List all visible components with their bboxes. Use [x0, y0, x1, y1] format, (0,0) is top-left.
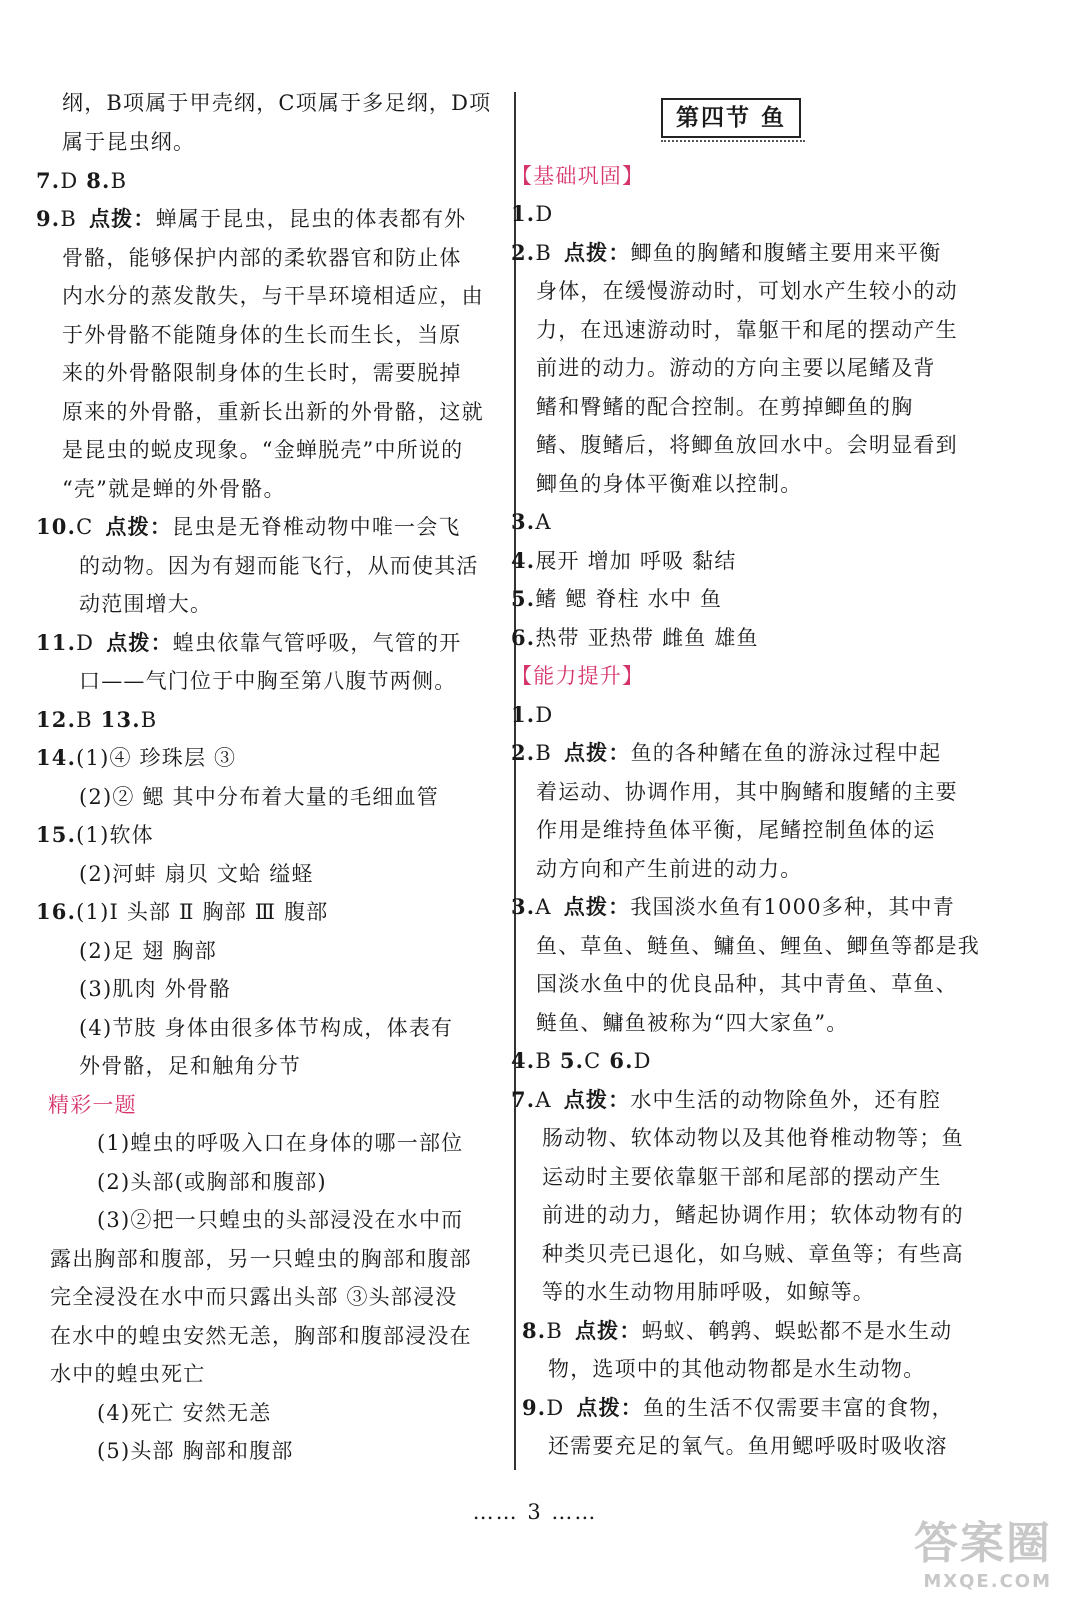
- line-text: D: [546, 1396, 565, 1420]
- line-text: B: [110, 169, 128, 193]
- line-text: 力，在迅速游动时，靠躯干和尾的摆动产生: [536, 318, 958, 342]
- hint-label: 点拨：: [105, 515, 173, 539]
- line-text: 鱼、草鱼、鲢鱼、鳙鱼、鲤鱼、鲫鱼等都是我: [536, 934, 980, 958]
- text-line: [62, 320, 462, 350]
- hint-label: 点拨：: [563, 895, 631, 919]
- line-text: 是昆虫的蜕皮现象。“金蝉脱壳”中所说的: [62, 438, 464, 462]
- watermark-text: 答案圈: [914, 1518, 1052, 1569]
- line-text: (1)蝗虫的呼吸入口在身体的哪一部位: [97, 1131, 464, 1155]
- line-text: 来的外骨骼限制身体的生长时，需要脱掉: [62, 361, 462, 385]
- text-line: [511, 584, 722, 614]
- text-line: [97, 1167, 327, 1197]
- watermark-logo: [914, 1507, 1052, 1592]
- text-line: [536, 469, 802, 499]
- text-line: [79, 974, 231, 1004]
- line-text: B: [76, 708, 101, 732]
- line-text: 国淡水鱼中的优良品种，其中青鱼、草鱼、: [536, 972, 958, 996]
- item-number: 2.: [511, 240, 536, 265]
- line-text: (1)④ 珍珠层 ③: [76, 746, 237, 770]
- text-line: [511, 738, 941, 768]
- line-text: 蝉属于昆虫，昆虫的体表都有外: [155, 207, 467, 231]
- text-line: [542, 1277, 875, 1307]
- text-line: [79, 936, 217, 966]
- line-text: 身体，在缓慢游动时，可划水产生较小的动: [536, 279, 958, 303]
- line-text: 动范围增大。: [79, 592, 213, 616]
- text-line: [536, 430, 958, 460]
- text-line: [511, 1085, 941, 1115]
- line-text: 水中的蝗虫死亡: [50, 1362, 206, 1386]
- text-line: [36, 820, 154, 850]
- line-text: (3)②把一只蝗虫的头部浸没在水中而: [97, 1208, 464, 1232]
- line-text: A: [535, 1088, 552, 1112]
- line-text: 热带 亚热带 雌鱼 雄鱼: [535, 626, 759, 650]
- line-text: 骨骼，能够保护内部的柔软器官和防止体: [62, 246, 462, 270]
- line-text: (5)头部 胸部和腹部: [97, 1439, 294, 1463]
- line-text: 内水分的蒸发散失，与干旱环境相适应，由: [62, 284, 484, 308]
- line-text: D: [76, 631, 95, 655]
- line-text: B: [140, 708, 158, 732]
- line-text: D: [535, 202, 554, 226]
- line-text: 鳍、腹鳍后，将鲫鱼放回水中。会明显看到: [536, 433, 958, 457]
- line-text: 还需要充足的氧气。鱼用鳃呼吸时吸收溶: [548, 1434, 948, 1458]
- section-heading: 【能力提升】: [511, 664, 645, 688]
- text-line: [511, 623, 759, 653]
- line-text: B: [535, 1049, 560, 1073]
- text-line: [62, 127, 195, 157]
- line-text: (4)节肢 身体由很多体节构成，体表有: [79, 1016, 454, 1040]
- text-line: [79, 551, 479, 581]
- item-number: 15.: [36, 822, 77, 847]
- hint-label: 点拨：: [574, 1319, 642, 1343]
- item-number: 6.: [609, 1048, 634, 1073]
- text-line: [50, 1321, 472, 1351]
- line-text: 鳍和臀鳍的配合控制。在剪掉鲫鱼的胸: [536, 395, 914, 419]
- text-line: [62, 397, 484, 427]
- line-text: 鲫鱼的身体平衡难以控制。: [536, 472, 803, 496]
- text-line: [48, 1090, 137, 1120]
- line-text: 种类贝壳已退化，如乌贼、章鱼等；有些高: [542, 1242, 964, 1266]
- line-text: 的动物。因为有翅而能飞行，从而使其活: [79, 554, 479, 578]
- line-text: 鱼的各种鳍在鱼的游泳过程中起: [630, 741, 942, 765]
- hint-label: 点拨：: [563, 241, 631, 265]
- line-text: “壳”就是蝉的外骨骼。: [62, 477, 286, 501]
- section-heading: 精彩一题: [48, 1093, 137, 1117]
- text-line: [97, 1398, 271, 1428]
- text-line: [36, 512, 461, 542]
- text-line: [511, 1046, 652, 1076]
- text-line: [50, 1244, 472, 1274]
- item-number: 1.: [511, 201, 536, 226]
- text-line: [62, 243, 462, 273]
- hint-label: 点拨：: [563, 741, 631, 765]
- section-title: 第四节 鱼: [661, 98, 801, 138]
- text-line: [536, 931, 980, 961]
- line-text: (1)软体: [76, 823, 154, 847]
- line-text: 鲢鱼、鳙鱼被称为“四大家鱼”。: [536, 1011, 849, 1035]
- text-line: [36, 705, 157, 735]
- text-line: [536, 777, 958, 807]
- item-number: 9.: [36, 206, 61, 231]
- text-line: [50, 1359, 205, 1389]
- text-line: [36, 628, 461, 658]
- item-number: 5.: [511, 586, 536, 611]
- text-line: [522, 1393, 954, 1423]
- item-number: 16.: [36, 899, 77, 924]
- line-text: B: [535, 241, 552, 265]
- text-line: [542, 1162, 942, 1192]
- line-text: 我国淡水鱼有1000多种，其中青: [630, 895, 955, 919]
- line-text: 鱼的生活不仅需要丰富的食物，: [642, 1396, 954, 1420]
- hint-label: 点拨：: [88, 207, 156, 231]
- line-text: (4)死亡 安然无恙: [97, 1401, 272, 1425]
- line-text: 口——气门位于中胸至第八腹节两侧。: [79, 669, 457, 693]
- item-number: 2.: [511, 740, 536, 765]
- line-text: (2)足 翅 胸部: [79, 939, 217, 963]
- text-line: [62, 474, 286, 504]
- text-line: [97, 1205, 463, 1235]
- text-line: [62, 435, 463, 465]
- text-line: [536, 392, 913, 422]
- text-line: [536, 315, 958, 345]
- item-number: 11.: [36, 630, 77, 655]
- line-text: (3)肌肉 外骨骼: [79, 977, 232, 1001]
- item-number: 4.: [511, 548, 536, 573]
- line-text: 于外骨骼不能随身体的生长而生长，当原: [62, 323, 462, 347]
- text-line: [536, 1008, 848, 1038]
- text-line: [511, 661, 644, 691]
- line-text: 肠动物、软体动物以及其他脊椎动物等；鱼: [542, 1126, 964, 1150]
- text-line: [50, 1282, 457, 1312]
- text-line: [548, 1431, 948, 1461]
- line-text: 蝗虫依靠气管呼吸，气管的开: [172, 631, 462, 655]
- line-text: D: [60, 169, 87, 193]
- column-divider: [514, 92, 516, 1470]
- item-number: 10.: [36, 514, 77, 539]
- text-line: [536, 276, 958, 306]
- line-text: 水中生活的动物除鱼外，还有腔: [630, 1088, 942, 1112]
- line-text: 外骨骼，足和触角分节: [79, 1054, 301, 1078]
- line-text: 蚂蚁、鹌鹑、蜈蚣都不是水生动: [641, 1319, 953, 1343]
- line-text: 露出胸部和腹部，另一只蝗虫的胸部和腹部: [50, 1247, 472, 1271]
- text-line: [36, 166, 127, 196]
- item-number: 14.: [36, 745, 77, 770]
- line-text: D: [633, 1049, 652, 1073]
- item-number: 9.: [522, 1395, 547, 1420]
- text-line: [97, 1128, 463, 1158]
- item-number: 7.: [511, 1087, 536, 1112]
- line-text: 昆虫是无脊椎动物中唯一会飞: [172, 515, 461, 539]
- text-line: [79, 1051, 301, 1081]
- text-line: [511, 892, 955, 922]
- item-number: 1.: [511, 702, 536, 727]
- line-text: (1)Ⅰ 头部 Ⅱ 胸部 Ⅲ 腹部: [76, 900, 329, 924]
- line-text: 前进的动力，鳍起协调作用；软体动物有的: [542, 1203, 964, 1227]
- hint-label: 点拨：: [563, 1088, 631, 1112]
- line-text: 前进的动力。游动的方向主要以尾鳍及背: [536, 356, 936, 380]
- text-line: [542, 1123, 964, 1153]
- line-text: 完全浸没在水中而只露出头部 ③头部浸没: [50, 1285, 458, 1309]
- text-line: [36, 204, 466, 234]
- item-number: 7.: [36, 168, 61, 193]
- text-line: [97, 1436, 294, 1466]
- text-line: [511, 161, 644, 191]
- line-text: B: [546, 1319, 563, 1343]
- item-number: 3.: [511, 894, 536, 919]
- line-text: 作用是维持鱼体平衡，尾鳍控制鱼体的运: [536, 818, 936, 842]
- line-text: 属于昆虫纲。: [62, 130, 196, 154]
- text-line: [36, 743, 236, 773]
- line-text: 着运动、协调作用，其中胸鳍和腹鳍的主要: [536, 780, 958, 804]
- text-line: [79, 782, 439, 812]
- line-text: B: [535, 741, 552, 765]
- line-text: (2)河蚌 扇贝 文蛤 缢蛏: [79, 862, 314, 886]
- line-text: 在水中的蝗虫安然无恙，胸部和腹部浸没在: [50, 1324, 472, 1348]
- line-text: 运动时主要依靠躯干部和尾部的摆动产生: [542, 1165, 942, 1189]
- text-line: [36, 897, 328, 927]
- line-text: A: [535, 895, 552, 919]
- text-line: [79, 666, 456, 696]
- line-text: 鳍 鳃 脊柱 水中 鱼: [535, 587, 723, 611]
- line-text: 物，选项中的其他动物都是水生动物。: [548, 1357, 926, 1381]
- text-line: [511, 546, 737, 576]
- item-number: 5.: [559, 1048, 585, 1073]
- item-number: 8.: [86, 168, 111, 193]
- item-number: 4.: [511, 1048, 536, 1073]
- item-number: 12.: [36, 707, 77, 732]
- line-text: 展开 增加 呼吸 黏结: [535, 549, 737, 573]
- line-text: D: [535, 703, 554, 727]
- text-line: [511, 700, 553, 730]
- section-heading: 【基础巩固】: [511, 164, 645, 188]
- text-line: [536, 969, 958, 999]
- line-text: (2)② 鳃 其中分布着大量的毛细血管: [79, 785, 439, 809]
- hint-label: 点拨：: [576, 1396, 643, 1420]
- item-number: 8.: [522, 1318, 547, 1343]
- text-line: [511, 199, 553, 229]
- line-text: 动方向和产生前进的动力。: [536, 857, 803, 881]
- line-text: B: [60, 207, 77, 231]
- watermark-url: MXQE.COM: [923, 1571, 1052, 1592]
- item-number: 6.: [511, 625, 536, 650]
- page-number: …… 3 ……: [472, 1500, 598, 1524]
- line-text: C: [584, 1049, 610, 1073]
- text-line: [536, 854, 802, 884]
- line-text: C: [76, 515, 94, 539]
- text-line: [511, 238, 941, 268]
- hint-label: 点拨：: [106, 631, 173, 655]
- text-line: [62, 88, 491, 118]
- text-line: [542, 1200, 964, 1230]
- line-text: 纲，B项属于甲壳纲，C项属于多足纲，D项: [62, 91, 492, 115]
- item-number: 13.: [100, 707, 141, 732]
- text-line: [79, 859, 314, 889]
- text-line: [79, 1013, 453, 1043]
- item-number: 3.: [511, 509, 536, 534]
- text-line: [536, 815, 936, 845]
- text-line: [536, 353, 936, 383]
- line-text: 等的水生动物用肺呼吸，如鲸等。: [542, 1280, 875, 1304]
- text-line: [511, 507, 552, 537]
- line-text: 原来的外骨骼，重新长出新的外骨骼，这就: [62, 400, 484, 424]
- line-text: 鲫鱼的胸鳍和腹鳍主要用来平衡: [630, 241, 942, 265]
- text-line: [542, 1239, 964, 1269]
- text-line: [62, 281, 484, 311]
- text-line: [79, 589, 212, 619]
- line-text: A: [535, 510, 552, 534]
- line-text: (2)头部(或胸部和腹部): [97, 1170, 327, 1194]
- text-line: [522, 1316, 952, 1346]
- text-line: [62, 358, 462, 388]
- text-line: [548, 1354, 925, 1384]
